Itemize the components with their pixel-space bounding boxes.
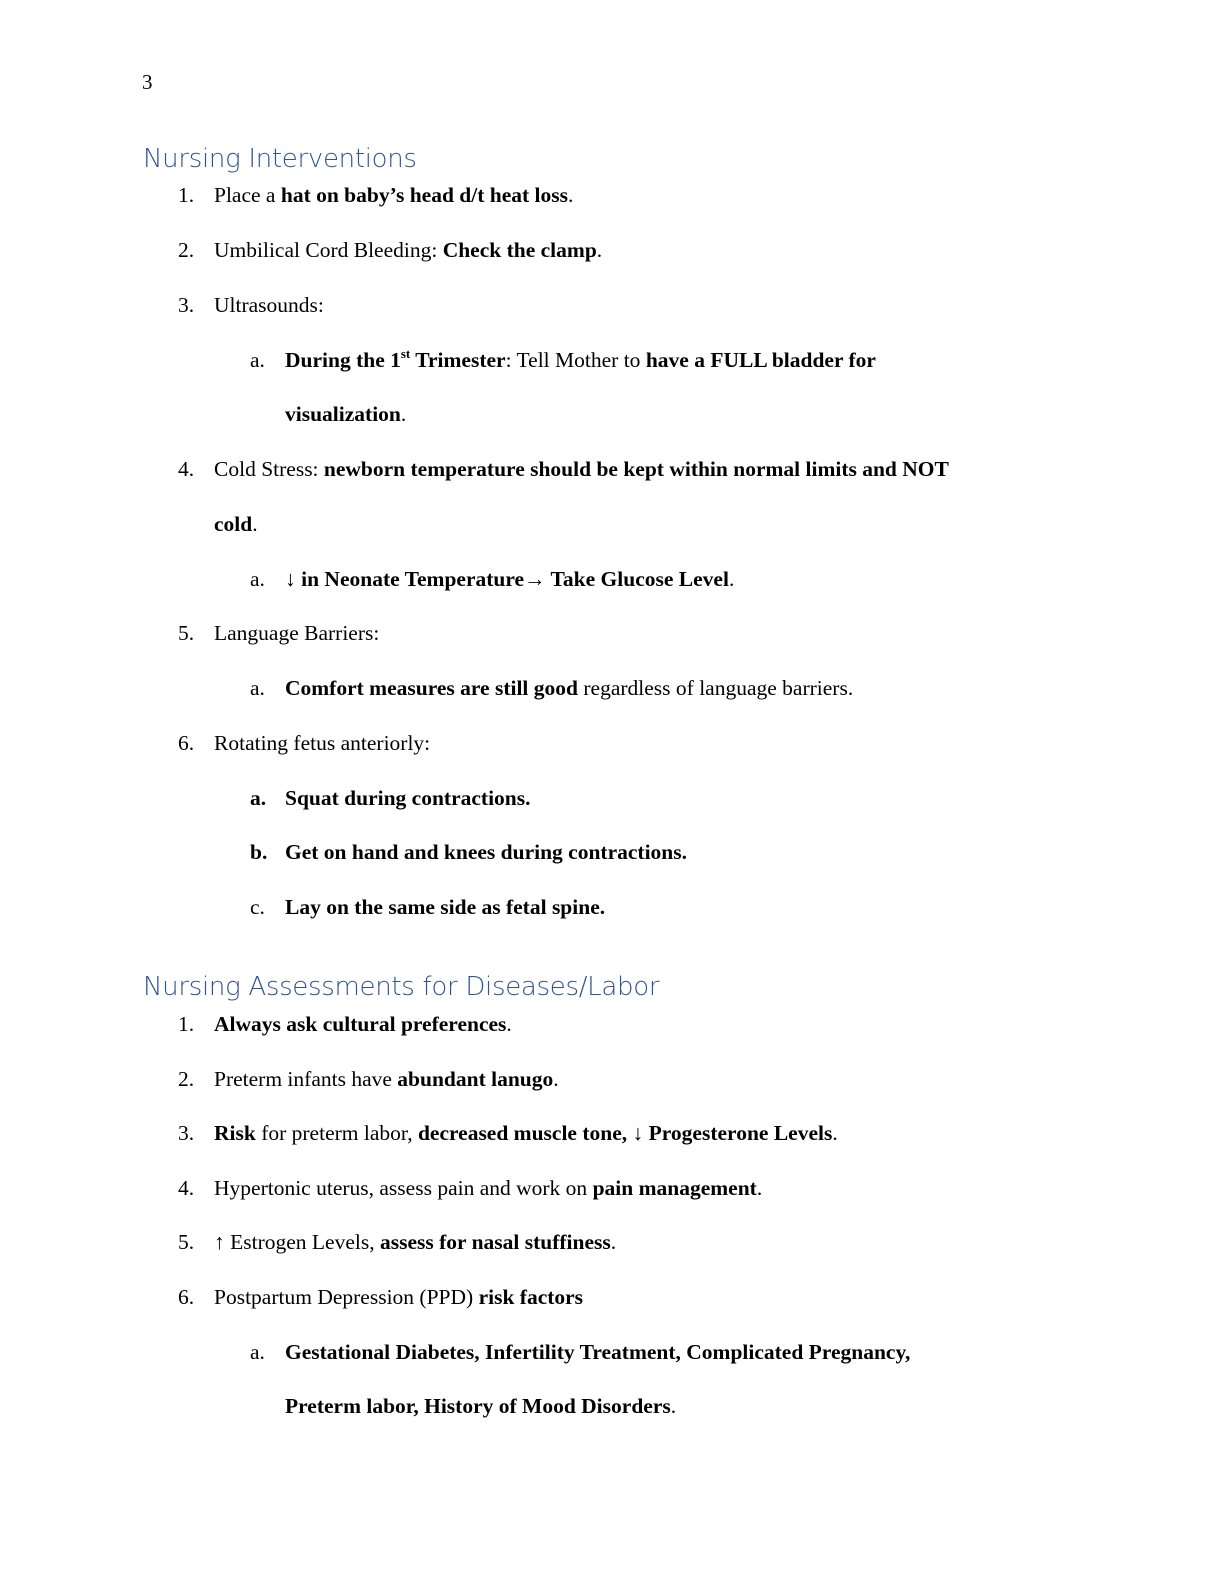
list-text: Gestational Diabetes, Infertility Treatment, Complicated Pregnancy, bbox=[285, 1340, 911, 1364]
list-number: 1. bbox=[178, 183, 195, 207]
list-number: 3. bbox=[178, 293, 195, 317]
list-number: 5. bbox=[178, 621, 195, 645]
list-letter: a. bbox=[250, 676, 265, 700]
list-text: Rotating fetus anteriorly: bbox=[214, 731, 431, 755]
list-text: Language Barriers: bbox=[214, 621, 380, 645]
list-text: visualization. bbox=[285, 402, 407, 426]
list-letter: a. bbox=[250, 1340, 265, 1364]
list-number: 4. bbox=[178, 457, 195, 481]
list-text: Always ask cultural preferences. bbox=[214, 1012, 512, 1036]
list-text: Comfort measures are still good regardless of language barriers. bbox=[285, 676, 854, 700]
list-text: Preterm infants have abundant lanugo. bbox=[214, 1067, 559, 1091]
list-letter: b. bbox=[250, 840, 268, 864]
list-text: ↓ in Neonate Temperature→ Take Glucose Level. bbox=[285, 567, 735, 591]
list-text: During the 1st Trimester: Tell Mother to have a FULL bladder for bbox=[285, 346, 876, 372]
list-text: cold. bbox=[214, 512, 258, 536]
list-text: Risk for preterm labor, decreased muscle tone, ↓ Progesterone Levels. bbox=[214, 1121, 838, 1145]
list-text: Cold Stress: newborn temperature should be kept within normal limits and NOT bbox=[214, 457, 949, 481]
list-text: Umbilical Cord Bleeding: Check the clamp. bbox=[214, 238, 603, 262]
list-letter: a. bbox=[250, 567, 265, 591]
list-number: 1. bbox=[178, 1012, 195, 1036]
list-text: Ultrasounds: bbox=[214, 293, 324, 317]
list-text: Preterm labor, History of Mood Disorders. bbox=[285, 1394, 677, 1418]
section-heading-nursing-interventions: Nursing Interventions bbox=[143, 144, 417, 174]
list-number: 3. bbox=[178, 1121, 195, 1145]
list-text: Lay on the same side as fetal spine. bbox=[285, 895, 606, 919]
list-letter: a. bbox=[250, 348, 265, 372]
list-number: 6. bbox=[178, 731, 195, 755]
list-number: 5. bbox=[178, 1230, 195, 1254]
list-number: 2. bbox=[178, 1067, 195, 1091]
list-number: 6. bbox=[178, 1285, 195, 1309]
list-letter: c. bbox=[250, 895, 265, 919]
list-text: Postpartum Depression (PPD) risk factors bbox=[214, 1285, 584, 1309]
section-heading-nursing-assessments: Nursing Assessments for Diseases/Labor bbox=[143, 972, 660, 1002]
list-text: ↑ Estrogen Levels, assess for nasal stuffiness. bbox=[214, 1230, 617, 1254]
list-text: Get on hand and knees during contractions. bbox=[285, 840, 688, 864]
list-number: 2. bbox=[178, 238, 195, 262]
page-number: 3 bbox=[142, 70, 153, 94]
list-text: Squat during contractions. bbox=[285, 786, 531, 810]
list-text: Place a hat on baby’s head d/t heat loss. bbox=[214, 183, 574, 207]
list-text: Hypertonic uterus, assess pain and work on pain management. bbox=[214, 1176, 763, 1200]
list-letter: a. bbox=[250, 786, 267, 810]
list-number: 4. bbox=[178, 1176, 195, 1200]
